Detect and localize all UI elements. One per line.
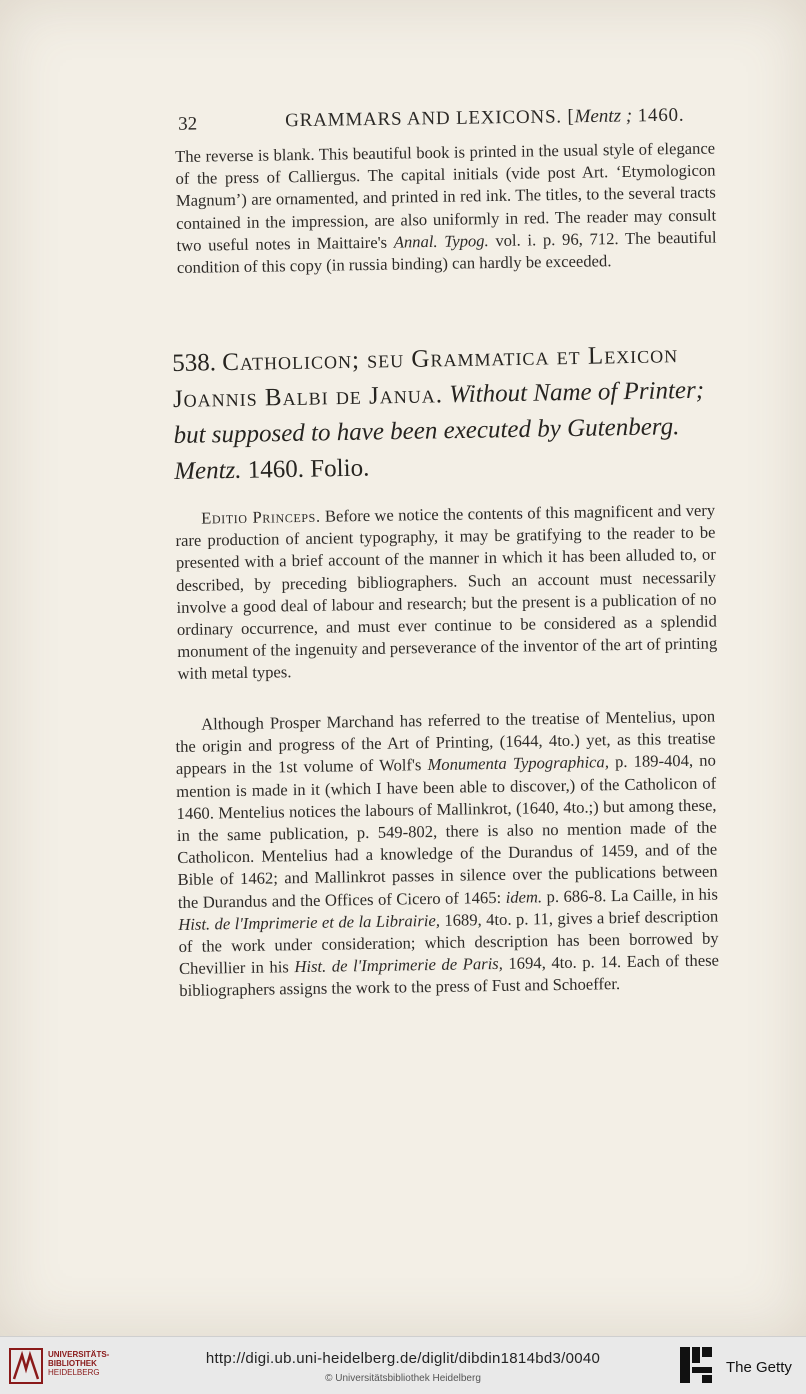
lead-small-caps: Editio Princeps. bbox=[201, 506, 321, 528]
running-title: GRAMMARS AND LEXICONS. [Mentz ; 1460. bbox=[285, 104, 685, 132]
permalink-url[interactable]: http://digi.ub.uni-heidelberg.de/diglit/dibdin1814bd3/0040 bbox=[205, 1350, 601, 1367]
entry-number: 538. bbox=[172, 349, 217, 377]
footer-bar bbox=[0, 1336, 806, 1394]
entry-date-format: 1460. Folio. bbox=[247, 454, 370, 484]
paragraph-bibliographers: Although Prosper Marchand has referred to the treatise of Mentelius, upon the origin and progress of the Art of Printing, (1644, 4to.) yet, as this treatise appears in the 1st volume of Wolf's Monumenta Typographica, p. 189-404, no mention is made in it (which I have been able to discover,) of the Catholicon of 1460. Mentelius notices the labours of Mallinkrot, (1640, 4to.;) but among these, in the same publication, p. 549-802, there is also no mention made of the Catholicon. Mentelius had a knowledge of the Durandus of 1459, and of the Bible of 1462; and Mallinkrot passes in silence over the publications between the Durandus and the Offices of Cicero of 1465: idem. p. 686-8. La Caille, in his Hist. de l'Imprimerie et de la Librairie, 1689, 4to. p. 11, gives a brief description of the work under consideration; which description has been borrowed by Chevillier in his Hist. de l'Imprimerie de Paris, 1694, 4to. p. 14. Each of these bibliographers assigns the work to the press of Fust and Schoeffer. bbox=[175, 706, 720, 1001]
entry-title: Catholicon; seu Grammatica et Lexicon Joannis Balbi de Janua. bbox=[172, 341, 679, 413]
library-name: UNIVERSITÄTS- BIBLIOTHEK HEIDELBERG bbox=[48, 1350, 110, 1377]
entry-imprint: Without Name of Printer; but supposed to have been executed by Gutenberg. Mentz. bbox=[173, 376, 705, 485]
paragraph-editio-princeps: Editio Princeps. Before we notice the contents of this magnificent and very rare production of ancient typography, it may be gratifying to the reader to be presented with a brief account of the manner in which it has been alluded to, or described, by preceding bibliographers. Such an account must necessarily involve a good deal of labour and research; but the present is a publication of no ordinary occurrence, and must ever continue to be considered as a splendid monument of the ingenuity and perseverance of the inventor of the art of printing with metal types. bbox=[175, 500, 718, 684]
page-number: 32 bbox=[178, 113, 198, 135]
entry-heading bbox=[172, 336, 719, 489]
copyright-notice: © Universitätsbibliothek Heidelberg bbox=[325, 1373, 481, 1384]
getty-logo-icon bbox=[678, 1345, 714, 1385]
intro-paragraph: The reverse is blank. This beautiful book is printed in the usual style of elegance of the press of Calliergus. The capital initials (vide post Art. ‘Etymologicon Magnum’) are ornamented, and printed in red ink. The titles, to the several tracts contained in the impression, are also uniformly in red. The reader may consult two useful notes in Maittaire's Annal. Typog. vol. i. p. 96, 712. The beautiful condition of this copy (in russia binding) can hardly be exceeded. bbox=[175, 138, 717, 277]
running-header bbox=[178, 104, 713, 135]
getty-label: The Getty bbox=[726, 1359, 792, 1376]
